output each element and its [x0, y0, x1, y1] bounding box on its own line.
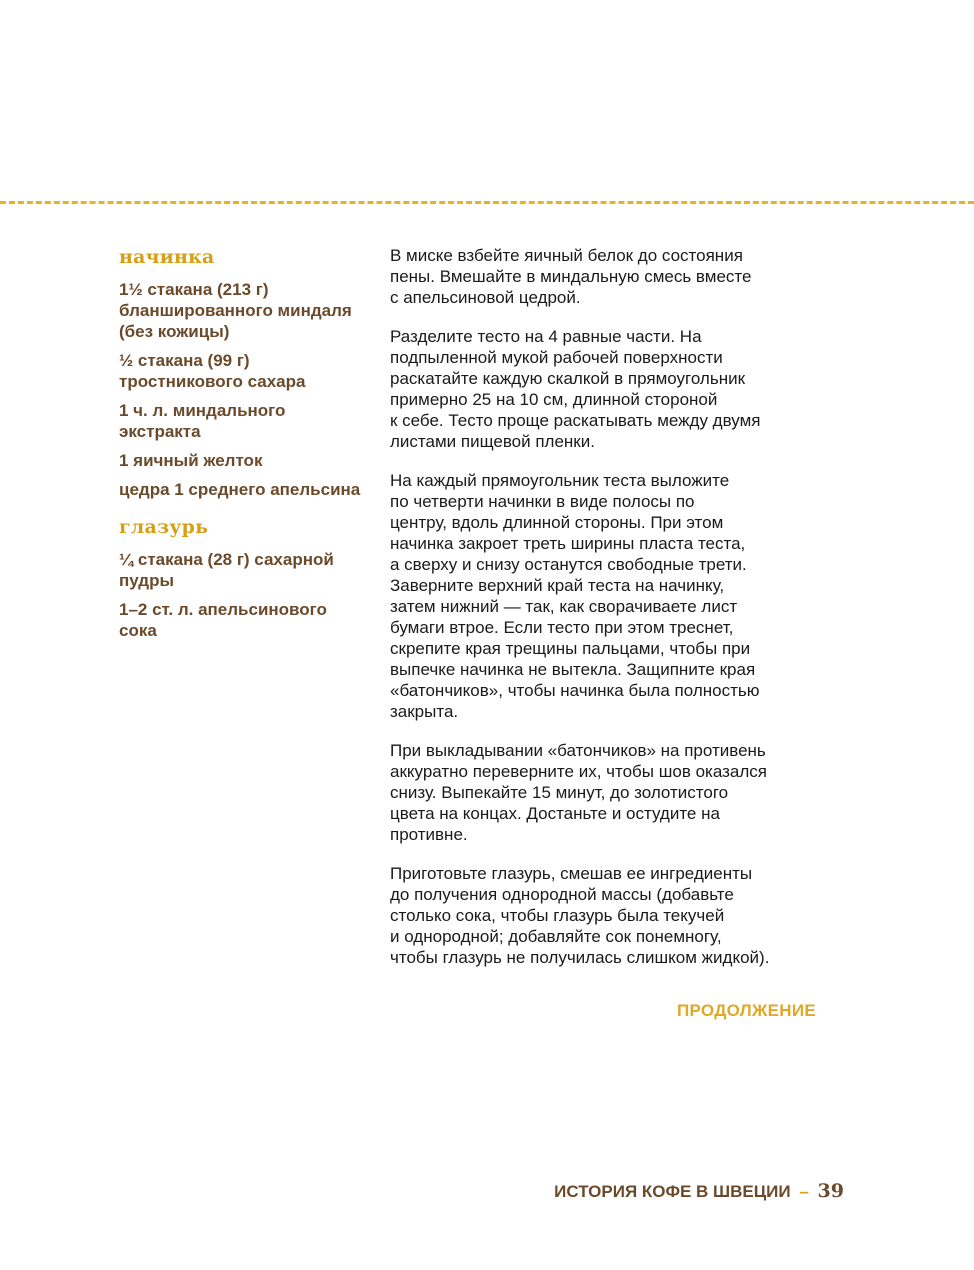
glaze-heading: глазурь [119, 516, 209, 538]
filling-heading: начинка [119, 246, 215, 268]
instructions-column [390, 245, 822, 986]
ingredient-item: цедра 1 среднего апельсина [119, 480, 361, 499]
dashed-divider [0, 201, 974, 204]
ingredient-item: 1 яичный желток [119, 451, 263, 470]
ingredient-item: 1½ стакана (213 г) бланшированного миндаля (без кожицы) [119, 280, 352, 341]
ingredients-column [119, 246, 369, 649]
continue-label: ПРОДОЛЖЕНИЕ [676, 1001, 816, 1020]
ingredient-item: ¼ стакана (28 г) сахарной пудры [119, 550, 334, 590]
instruction-paragraph: Разделите тесто на 4 равные части. На подпыленной мукой рабочей поверхности раскатайте каждую скалкой в прямоугольник примерно 25 на 10 см, длинной стороной к себе. Тесто проще раскатывать между двумя листами пищевой пленки. [390, 327, 761, 451]
ingredient-item: 1–2 ст. л. апельсинового сока [119, 600, 327, 640]
footer-title: ИСТОРИЯ КОФЕ В ШВЕЦИИ [554, 1182, 791, 1201]
ingredient-item: 1 ч. л. миндального экстракта [119, 401, 286, 441]
instruction-paragraph: Приготовьте глазурь, смешав ее ингредиенты до получения однородной массы (добавьте столько сока, чтобы глазурь была текучей и однородной; добавляйте сок понемногу, чтобы глазурь не получилась слишком жидкой). [390, 864, 770, 967]
instruction-paragraph: В миске взбейте яичный белок до состояния пены. Вмешайте в миндальную смесь вместе с апельсиновой цедрой. [390, 246, 752, 307]
ingredient-item: ½ стакана (99 г) тростникового сахара [119, 351, 306, 391]
footer-separator: – [799, 1182, 809, 1201]
instruction-paragraph: На каждый прямоугольник теста выложите по четверти начинки в виде полосы по центру, вдоль длинной стороны. При этом начинка закроет треть ширины пласта теста, а сверху и снизу останутся свободные трети. Заверните верхний край теста на начинку, затем нижний — так, как сворачиваете лист бумаги втрое. Если тесто при этом треснет, скрепите края трещины пальцами, чтобы при выпечке начинка не вытекла. Защипните края «батончиков», чтобы начинка была полностью закрыта. [390, 471, 760, 721]
instruction-paragraph: При выкладывании «батончиков» на противень аккуратно переверните их, чтобы шов оказался снизу. Выпекайте 15 минут, до золотистого цвета на концах. Достаньте и остудите на противне. [390, 741, 767, 844]
page-number: 39 [817, 1180, 844, 1202]
page-footer [554, 1180, 844, 1202]
